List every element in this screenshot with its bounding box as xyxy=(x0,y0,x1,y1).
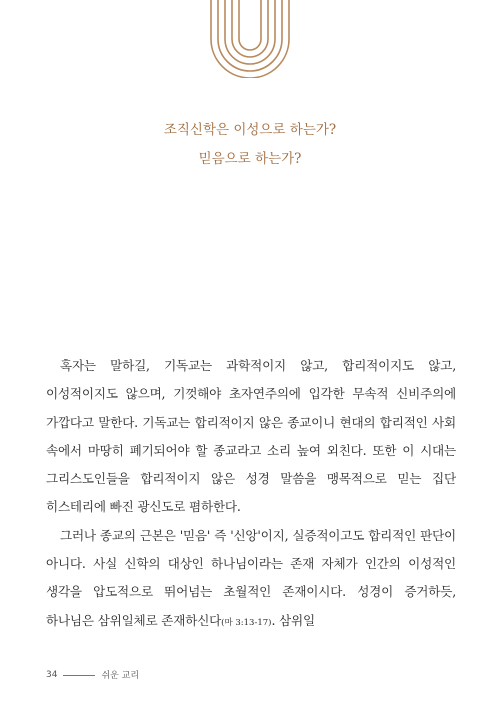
body-text xyxy=(46,352,456,637)
paragraph-2-text: 그러나 종교의 근본은 '믿음' 즉 '신앙'이지, 실증적이고도 합리적인 판단이 아니다. 사실 신학의 대상인 하나님이라는 존재 자체가 인간의 이성적인 생각을 압도적으로 뛰어넘는 초월적인 존재이시다. 성경이 증거하듯, 하나님은 삼위일체로 존재하신다 xyxy=(46,527,456,628)
book-title: 쉬운 교리 xyxy=(101,671,140,681)
paragraph-1: 혹자는 말하길, 기독교는 과학적이지 않고, 합리적이지도 않고, 이성적이지도 않으며, 기껏해야 초자연주의에 입각한 무속적 신비주의에 가깝다고 말한다. 기독교는 합리적이지 않은 종교이니 현대의 합리적인 사회 속에서 마땅히 폐기되어야 할 종교라고 소리 높여 외친다. 또한 이 시대는 그리스도인들을 합리적이지 않은 성경 말씀을 맹목적으로 믿는 집단 히스테리에 빠진 광신도로 폄하한다. xyxy=(46,358,456,515)
scripture-reference: (마 3:13-17) xyxy=(221,617,272,628)
section-heading xyxy=(0,116,500,174)
heading-line-2: 믿음으로 하는가? xyxy=(198,151,302,167)
arch-ornament-icon xyxy=(207,0,293,78)
footer-rule xyxy=(63,675,95,676)
paragraph-2 xyxy=(46,522,456,637)
paragraph-2-tail: . 삼위일 xyxy=(271,612,315,628)
page-number: 34 xyxy=(46,669,58,680)
page-footer xyxy=(46,668,139,681)
heading-line-1: 조직신학은 이성으로 하는가? xyxy=(163,122,337,138)
